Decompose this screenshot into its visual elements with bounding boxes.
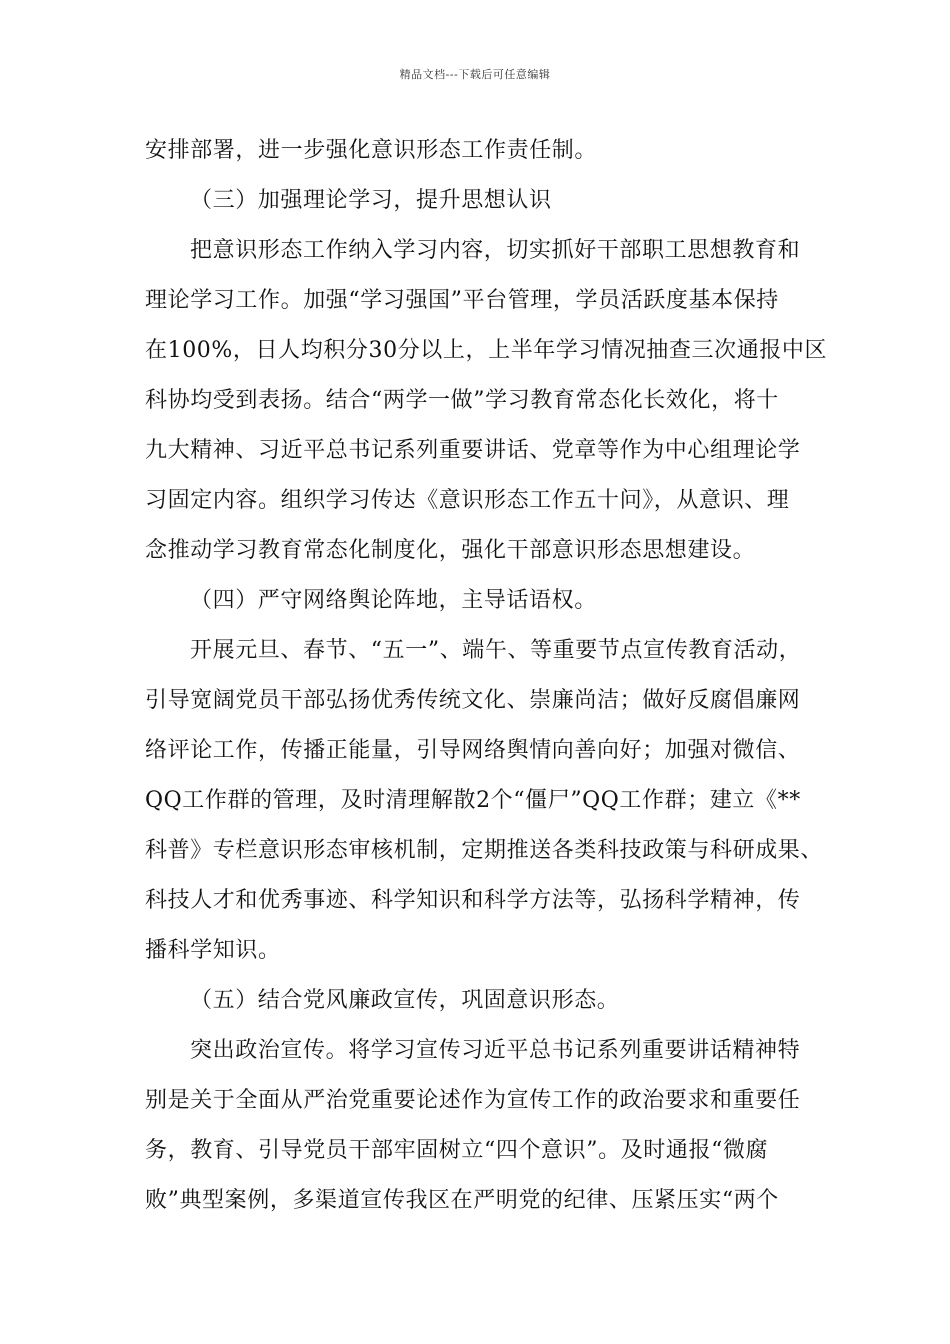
text-line: 突出政治宣传。将学习宣传习近平总书记系列重要讲话精神特 [190,1038,801,1063]
text-line: 络评论工作，传播正能量，引导网络舆情向善向好；加强对微信、 [145,738,801,763]
text-line: QQ工作群的管理，及时清理解散2个“僵尸”QQ工作群；建立《** [145,788,801,813]
text-line: 科协均受到表扬。结合“两学一做”学习教育常态化长效化，将十 [145,388,779,413]
text-line: 在100%，日人均积分30分以上，上半年学习情况抽查三次通报中区 [145,338,828,363]
section-heading: （五）结合党风廉政宣传，巩固意识形态。 [190,988,620,1013]
text-line: 开展元旦、春节、“五一”、端午、等重要节点宣传教育活动， [190,638,802,663]
text-line: 务，教育、引导党员干部牢固树立“四个意识”。及时通报“微腐 [145,1138,769,1163]
section-heading: （三）加强理论学习，提升思想认识 [190,188,552,213]
text-line: 引导宽阔党员干部弘扬优秀传统文化、崇廉尚洁；做好反腐倡廉网 [145,688,801,713]
text-line: 习固定内容。组织学习传达《意识形态工作五十问》，从意识、理 [145,488,790,513]
text-line: 把意识形态工作纳入学习内容，切实抓好干部职工思想教育和 [190,238,801,263]
text-line: 理论学习工作。加强“学习强国”平台管理，学员活跃度基本保持 [145,288,779,313]
text-line: 败”典型案例，多渠道宣传我区在严明党的纪律、压紧压实“两个 [145,1188,779,1213]
text-line: 播科学知识。 [145,938,281,963]
section-heading: （四）严守网络舆论阵地，主导话语权。 [190,588,597,613]
text-line: 科技人才和优秀事迹、科学知识和科学方法等，弘扬科学精神，传 [145,888,801,913]
text-line: 安排部署，进一步强化意识形态工作责任制。 [145,138,598,163]
text-line: 别是关于全面从严治党重要论述作为宣传工作的政治要求和重要任 [145,1088,801,1113]
text-line: 科普》专栏意识形态审核机制，定期推送各类科技政策与科研成果、 [145,838,824,863]
page-header: 精品文档---下载后可任意编辑 [399,68,551,81]
text-line: 念推动学习教育常态化制度化，强化干部意识形态思想建设。 [145,538,756,563]
text-line: 九大精神、习近平总书记系列重要讲话、党章等作为中心组理论学 [145,438,801,463]
